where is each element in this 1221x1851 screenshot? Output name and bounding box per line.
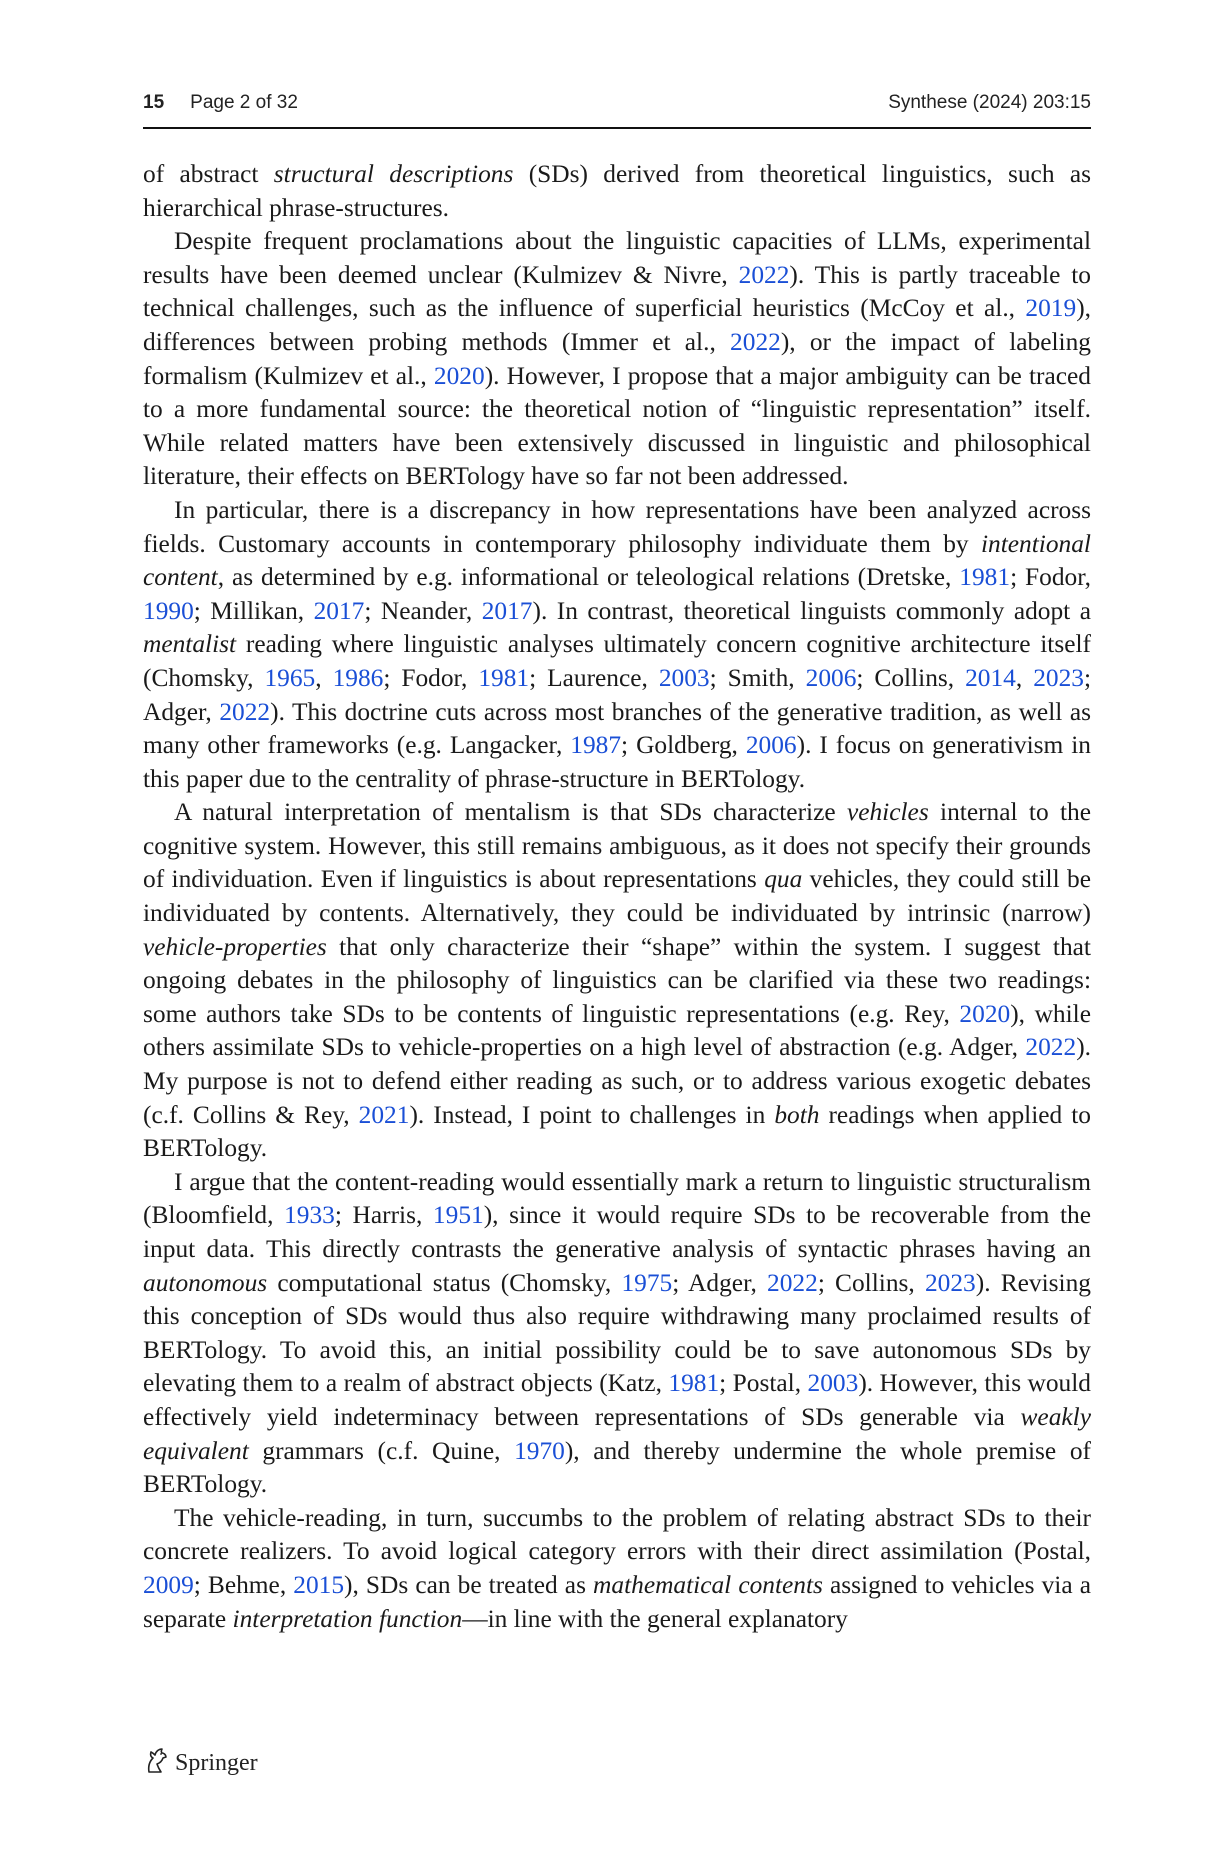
text-run: readings when applied to BERTology. [143,1100,1092,1163]
text-run: reading where linguistic analyses ultimately concern cognitive architecture itself (Chomsky, [143,630,1091,692]
text-run: ). This is partly traceable to technical challenges, such as the influence of superficial heuristics (McCoy et al., [143,260,1092,323]
citation-link[interactable]: 2023 [1033,663,1084,692]
citation-link[interactable]: 2020 [959,999,1011,1028]
citation-link[interactable]: 1981 [478,663,530,692]
text-run: ; Collins, [817,1268,925,1297]
emphasis: vehicle-properties [143,932,327,961]
citation-link[interactable]: 1987 [570,731,622,760]
publisher-footer [143,1746,258,1780]
text-run: ), since it would require SDs to be recoverable from the input data. This directly contrasts the generative analysis of syntactic phrases having an [143,1201,1091,1263]
emphasis: weakly equivalent [143,1402,1091,1465]
citation-link[interactable]: 2014 [965,663,1016,692]
text-run: ), SDs can be treated as [344,1570,594,1599]
text-run: ; Adger, [143,663,1092,726]
citation-link[interactable]: 1990 [143,596,194,625]
body-text [143,158,1091,1636]
page-number: 15 [143,92,165,113]
citation-link[interactable]: 1970 [514,1436,565,1465]
text-run: ; Fodor, [383,663,479,692]
citation-link[interactable]: 2006 [805,663,857,692]
text-run: ). Instead, I point to challenges in [409,1100,775,1129]
citation-link[interactable]: 2022 [730,327,781,356]
citation-link[interactable]: 1975 [621,1268,673,1297]
citation-link[interactable]: 2022 [767,1268,818,1297]
emphasis: structural descriptions [273,160,514,188]
text-run: ; Fodor, [1010,563,1091,592]
citation-link[interactable]: 2022 [219,697,271,726]
text-run: ; Laurence, [529,663,659,692]
emphasis: interpretation function [232,1604,463,1633]
text-run: ; Goldberg, [621,731,746,760]
text-run: ; Harris, [334,1201,433,1230]
citation-link[interactable]: 2017 [481,596,533,625]
text-run: grammars (c.f. Quine, [248,1436,515,1465]
emphasis: mathematical contents [593,1570,823,1599]
emphasis: intentional content [143,529,1091,592]
citation-link[interactable]: 2022 [738,260,790,289]
citation-link[interactable]: 1933 [284,1201,335,1230]
text-run: , as determined by e.g. informational or teleological relations (Dretske, [217,563,960,592]
citation-link[interactable]: 2003 [658,663,710,692]
text-run: In particular, there is a discrepancy in how representations have been analyzed across fields. Customary accounts in contemporary philosophy individuate them by [143,495,1091,558]
page-of-label: Page 2 of 32 [190,92,298,113]
emphasis: qua [764,865,803,894]
text-run: Despite frequent proclamations about the linguistic capacities of LLMs, experimental results have been deemed unclear (Kulmizev & Nivre, [143,227,1091,289]
text-run: , [1015,663,1034,692]
text-run: ; Smith, [709,663,806,692]
citation-link[interactable]: 1951 [432,1201,484,1230]
citation-link[interactable]: 2006 [745,731,797,760]
running-header [143,92,1091,122]
text-run: ; Neander, [364,596,482,625]
text-run: of abstract [143,160,274,188]
paragraph [143,494,1091,796]
citation-link[interactable]: 2009 [143,1570,194,1599]
text-run: ). This doctrine cuts across most branches of the generative tradition, as well as many other frameworks (e.g. Langacker, [143,697,1091,760]
text-run: computational status (Chomsky, [267,1268,622,1297]
citation-link[interactable]: 2003 [807,1369,859,1398]
text-run: ), while others assimilate SDs to vehicle-properties on a high level of abstraction (e.g. Adger, [143,999,1092,1062]
text-run: assigned to vehicles via a separate [143,1570,1091,1633]
citation-link[interactable]: 2015 [293,1570,345,1599]
journal-citation: Synthese (2024) 203:15 [888,92,1091,113]
citation-link[interactable]: 1981 [668,1369,720,1398]
text-run: ; Postal, [719,1369,808,1398]
paragraph [143,796,1091,1166]
emphasis: both [774,1100,820,1129]
citation-link[interactable]: 2020 [433,361,485,390]
text-run: ). In contrast, theoretical linguists commonly adopt a [532,596,1091,625]
paragraph [143,1502,1091,1636]
text-run: —in line with the general explanatory [462,1604,848,1633]
citation-link[interactable]: 1986 [332,663,384,692]
text-run: vehicles, they could still be individuated by contents. Alternatively, they could be individuated by intrinsic (narrow) [143,865,1091,928]
text-run: ). I focus on generativism in this paper due to the centrality of phrase-structure in BERTology. [143,731,1091,793]
text-run: ; Collins, [856,663,966,692]
header-rule [143,127,1091,129]
text-run: , [315,663,333,692]
text-run: ; Adger, [672,1268,768,1297]
text-run: A natural interpretation of mentalism is that SDs characterize [174,798,847,827]
text-run: ), and thereby undermine the whole premise of BERTology. [143,1436,1091,1499]
text-run: The vehicle-reading, in turn, succumbs to the problem of relating abstract SDs to their concrete realizers. To avoid logical category errors with their direct assimilation (Postal, [143,1503,1091,1566]
citation-link[interactable]: 2017 [313,596,365,625]
citation-link[interactable]: 1965 [264,663,316,692]
springer-horse-icon [143,1746,175,1781]
text-run: (SDs) derived from theoretical linguistics, such as hierarchical phrase-structures. [143,160,1092,222]
text-run: ; Behme, [193,1570,294,1599]
citation-link[interactable]: 2019 [1025,294,1077,323]
citation-link[interactable]: 2023 [924,1268,976,1297]
citation-link[interactable]: 2021 [358,1100,410,1129]
citation-link[interactable]: 1981 [959,563,1011,592]
text-run: internal to the cognitive system. However, this still remains ambiguous, as it does not specify their grounds of individuation. Even if linguistics is about representations [143,798,1091,894]
text-run: that only characterize their “shape” within the system. I suggest that ongoing debates in the philosophy of linguistics can be clarified via these two readings: some authors take SDs to be contents of linguistic representations (e.g. Rey, [143,932,1091,1028]
paragraph [143,158,1091,225]
publisher-name: Springer [175,1749,258,1776]
text-run: ). Revising this conception of SDs would thus also require withdrawing many proclaimed results of BERTology. To avoid this, an initial possibility could be to save autonomous SDs by elevating them to a realm of abstract objects (Katz, [143,1268,1091,1398]
emphasis: vehicles [846,798,929,827]
text-run: ). However, I propose that a major ambiguity can be traced to a more fundamental source: the theoretical notion of “linguistic representation” itself. While related matters have been extensively discussed in linguistic and philosophical literature, their effects on BERTology have so far not been addressed. [143,361,1091,491]
text-run: I argue that the content-reading would essentially mark a return to linguistic structuralism (Bloomfield, [143,1167,1091,1230]
emphasis: autonomous [143,1268,268,1297]
text-run: ; Millikan, [193,596,314,625]
text-run: ), or the impact of labeling formalism (Kulmizev et al., [143,327,1091,390]
text-run: ). My purpose is not to defend either reading as such, or to address various exogetic debates (c.f. Collins & Rey, [143,1033,1091,1129]
text-run: ), differences between probing methods (Immer et al., [143,294,1091,356]
paragraph [143,225,1091,494]
paragraph [143,1166,1091,1502]
text-run: ). However, this would effectively yield indeterminacy between representations of SDs generable via [143,1369,1091,1431]
emphasis: mentalist [143,630,237,659]
citation-link[interactable]: 2022 [1025,1033,1077,1062]
